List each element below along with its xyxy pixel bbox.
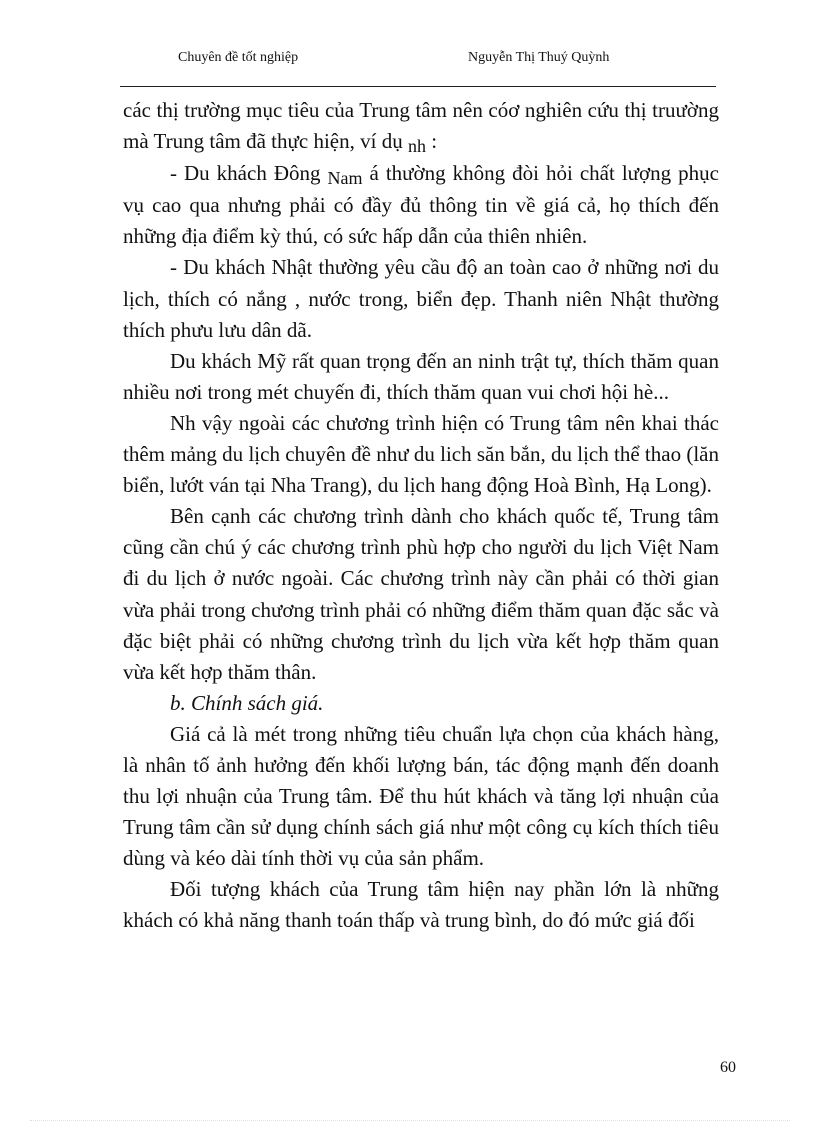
paragraph-specialized-tours: Nh vậy ngoài các chương trình hiện có Trung tâm nên khai thác thêm mảng du lịch chuyên đề như du lich săn bắn, du lịch thể thao (lăn biển, lướt ván tại Nha Trang), du lịch hang động Hoà Bình, Hạ Long). [123, 410, 719, 498]
page-number: 60 [720, 1059, 736, 1076]
page-header [120, 50, 716, 70]
header-document-type: Chuyên đề tốt nghiệp [178, 50, 299, 65]
paragraph-pricing-importance: Giá cả là mét trong những tiêu chuẩn lựa chọn của khách hàng, là nhân tố ảnh hưởng đến khối lượng bán, tác động mạnh đến doanh thu lợi nhuận của Trung tâm. Để thu hút khách và tăng lợi nhuận của Trung tâm cần sử dụng chính sách giá như một công cụ kích thích tiêu dùng và kéo dài tính thời vụ của sản phẩm. [123, 721, 719, 871]
paragraph-outbound-programs: Bên cạnh các chương trình dành cho khách quốc tế, Trung tâm cũng cần chú ý các chương trình phù hợp cho người du lịch Việt Nam đi du lịch ở nước ngoài. Các chương trình này cần phải có thời gian vừa phải trong chương trình phải có những điểm thăm quan đặc sắc và đặc biệt phải có những chương trình du lịch vừa kết hợp thăm quan vừa kết hợp thăm thân. [123, 504, 719, 684]
header-author-name: Nguyễn Thị Thuý Quỳnh [468, 50, 610, 65]
section-heading-pricing-policy: b. Chính sách giá. [170, 690, 324, 715]
page-body [123, 95, 719, 937]
paragraph-intro: các thị trường mục tiêu của Trung tâm nên cóơ nghiên cứu thị truường mà Trung tâm đã thực hiện, ví dụ nh : [123, 98, 719, 157]
paragraph-customer-segment: Đối tượng khách của Trung tâm hiện nay phần lớn là những khách có khả năng thanh toán thấp và trung bình, do đó mức giá đối [123, 877, 719, 933]
page-bottom-edge [30, 1120, 790, 1121]
paragraph-southeast-asian-tourists: - Du khách Đông Nam á thường không đòi hỏi chất lượng phục vụ cao qua nhưng phải có đầy đủ thông tin về giá cả, họ thích đến những địa điểm kỳ thú, có sức hấp dẫn của thiên nhiên. [123, 161, 719, 249]
paragraph-american-tourists: Du khách Mỹ rất quan trọng đến an ninh trật tự, thích thăm quan nhiều nơi trong mét chuyến đi, thích thăm quan vui chơi hội hè... [123, 348, 719, 404]
paragraph-japanese-tourists: - Du khách Nhật thường yêu cầu độ an toàn cao ở những nơi du lịch, thích có nắng , nước trong, biển đẹp. Thanh niên Nhật thường thích phưu lưu dân dã. [123, 255, 719, 342]
header-rule [120, 86, 716, 87]
